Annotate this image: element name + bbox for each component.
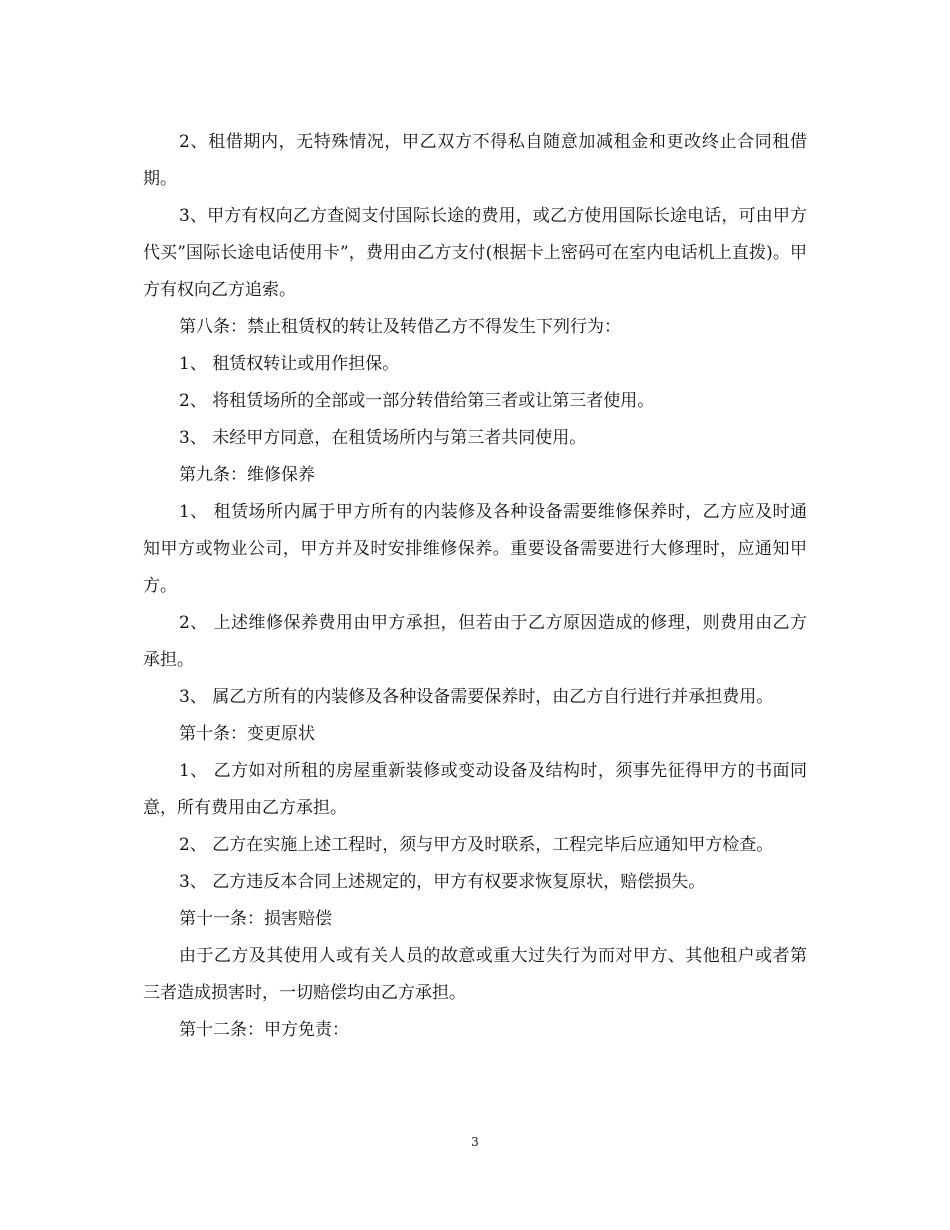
document-body [143,124,807,1049]
list-item: 3、 未经甲方同意，在租赁场所内与第三者共同使用。 [179,428,587,448]
list-item: 2、 乙方在实施上述工程时，须与甲方及时联系，工程完毕后应通知甲方检查。 [179,835,774,855]
list-item: 1、 租赁场所内属于甲方所有的内装修及各种设备需要维修保养时，乙方应及时通知甲方或物业公司，甲方并及时安排维修保养。重要设备需要进行大修理时，应通知甲方。 [143,502,807,596]
article-heading: 第八条：禁止租赁权的转让及转借乙方不得发生下列行为： [179,317,621,337]
list-item: 1、 乙方如对所租的房屋重新装修或变动设备及结构时，须事先征得甲方的书面同意，所有费用由乙方承担。 [143,761,807,818]
list-item: 2、 将租赁场所的全部或一部分转借给第三者或让第三者使用。 [179,391,655,411]
article-heading: 第十一条：损害赔偿 [179,909,332,929]
page-number: 3 [471,1135,479,1149]
list-item: 2、 上述维修保养费用由甲方承担，但若由于乙方原因造成的修理，则费用由乙方承担。 [143,613,807,670]
paragraph: 由于乙方及其使用人或有关人员的故意或重大过失行为而对甲方、其他租户或者第三者造成损害时，一切赔偿均由乙方承担。 [143,946,807,1003]
article-heading: 第十二条：甲方免责： [179,1020,349,1040]
list-item: 3、 乙方违反本合同上述规定的，甲方有权要求恢复原状，赔偿损失。 [179,872,706,892]
paragraph: 3、甲方有权向乙方查阅支付国际长途的费用，或乙方使用国际长途电话，可由甲方代买”国际长途电话使用卡”，费用由乙方支付(根据卡上密码可在室内电话机上直拨)。甲方有权向乙方追索。 [143,206,807,300]
list-item: 1、 租赁权转让或用作担保。 [179,354,400,374]
list-item: 3、 属乙方所有的内装修及各种设备需要保养时，由乙方自行进行并承担费用。 [179,687,774,707]
paragraph: 2、租借期内，无特殊情况，甲乙双方不得私自随意加减租金和更改终止合同租借期。 [143,132,807,189]
article-heading: 第十条：变更原状 [179,724,315,744]
article-heading: 第九条：维修保养 [179,465,315,485]
